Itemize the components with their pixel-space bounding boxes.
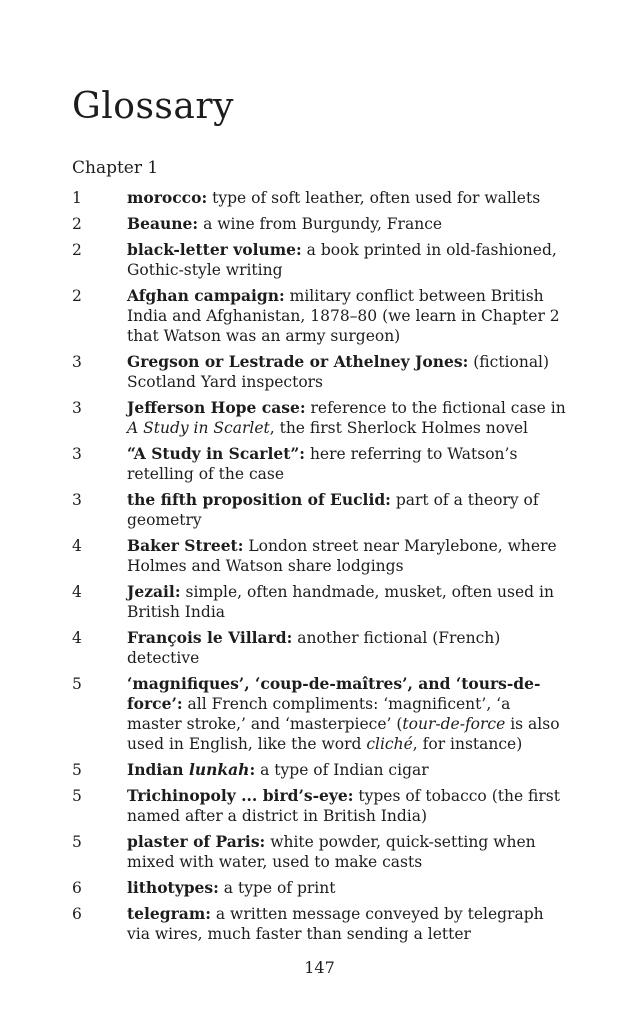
entry-term [127,352,468,371]
text: François le Villard: [127,628,293,647]
italic-text: cliché [366,735,413,753]
glossary-entry [72,904,569,944]
text: : [249,760,256,779]
glossary-entry [72,786,569,826]
entry-term [127,286,285,305]
glossary-entry [72,490,569,530]
text: the fifth proposition of Euclid: [127,490,391,509]
entry-page-ref: 4 [72,629,82,647]
glossary-entry [72,444,569,484]
glossary-entry [72,398,569,438]
text: , for instance) [412,735,523,753]
entry-term [127,398,306,417]
entry-page-ref: 5 [72,675,82,693]
entry-page-ref: 3 [72,399,82,417]
glossary-entry [72,760,569,780]
text: military conflict between British India and Afghanistan, 1878–80 (we learn in Chapter 2 that Watson was an army surgeon) [127,287,560,345]
entry-text [127,444,569,484]
entry-text [127,904,569,944]
entry-page-ref: 1 [72,189,82,207]
entry-text [127,878,569,898]
chapter-heading: Chapter 1 [72,158,159,178]
entry-page-ref: 4 [72,583,82,601]
glossary-entry [72,674,569,754]
entry-term [127,240,302,259]
glossary-entry [72,536,569,576]
text: Baker Street: [127,536,244,555]
entry-term [127,582,181,601]
italic-text: A Study in Scarlet [127,419,270,437]
text: white powder, quick-setting when mixed with water, used to make casts [127,833,536,871]
text: part of a theory of geometry [127,491,539,529]
entry-text [127,214,569,234]
text: Gregson or Lestrade or Athelney Jones: [127,352,469,371]
text: Jefferson Hope case: [127,398,306,417]
glossary-entry [72,878,569,898]
text: , the first Sherlock Holmes novel [269,419,528,437]
glossary-entry [72,628,569,668]
text: a written message conveyed by telegraph via wires, much faster than sending a letter [127,905,544,943]
text: black-letter volume: [127,240,302,259]
text: plaster of Paris: [127,832,266,851]
entry-text [127,286,569,346]
entry-text [127,536,569,576]
entry-text [127,760,569,780]
text: here referring to Watson’s retelling of the case [127,445,518,483]
glossary-entry [72,188,569,208]
text: types of tobacco (the first named after a district in British India) [127,787,560,825]
entry-page-ref: 5 [72,833,82,851]
entry-term [127,760,255,779]
glossary-entry [72,286,569,346]
text: (fictional) Scotland Yard inspectors [127,353,550,391]
text: ‘magnifiques’, ‘coup-de-maîtres’, and ‘tours-de-force’: [127,674,541,713]
entry-term [127,536,243,555]
glossary-entries [72,188,569,944]
entry-page-ref: 3 [72,491,82,509]
entry-page-ref: 2 [72,241,82,259]
glossary-entry [72,214,569,234]
entry-term [127,188,207,207]
entry-text [127,628,569,668]
entry-term [127,628,292,647]
text: reference to the fictional case in [310,399,566,417]
entry-text [127,352,569,392]
entry-page-ref: 5 [72,761,82,779]
text: all French compliments: ‘magnificent’, ‘a master stroke,’ and ‘masterpiece’ ( [127,695,511,733]
page-number: 147 [304,958,335,977]
entry-text [127,240,569,280]
entry-text [127,832,569,872]
text: simple, often handmade, musket, often used in British India [127,583,554,621]
text: a book printed in old-fashioned, Gothic-style writing [127,241,557,279]
entry-text [127,582,569,622]
entry-term [127,904,211,923]
text: is also used in English, like the word [127,715,560,753]
glossary-entry [72,582,569,622]
entry-term [127,786,353,805]
entry-text [127,786,569,826]
text: Beaune: [127,214,199,233]
page-title: Glossary [72,86,234,127]
text: Afghan campaign: [127,286,285,305]
text: telegram: [127,904,211,923]
text: “A Study in Scarlet”: [127,444,306,463]
glossary-entry [72,240,569,280]
text: Trichinopoly ... bird’s-eye: [127,786,354,805]
entry-page-ref: 4 [72,537,82,555]
glossary-entry [72,832,569,872]
entry-term [127,878,219,897]
entry-term [127,444,305,463]
text: Jezail: [127,582,181,601]
text: morocco: [127,188,208,207]
text: lithotypes: [127,878,219,897]
text: a type of print [223,879,336,897]
entry-page-ref: 6 [72,879,82,897]
italic-text: tour-de-force [402,715,506,733]
entry-page-ref: 3 [72,445,82,463]
entry-text [127,398,569,438]
entry-term [127,832,265,851]
entry-term [127,490,391,509]
text: Indian [127,760,189,779]
entry-text [127,674,569,754]
entry-page-ref: 6 [72,905,82,923]
text: London street near Marylebone, where Holmes and Watson share lodgings [127,537,557,575]
italic-text: lunkah [188,760,250,779]
entry-page-ref: 5 [72,787,82,805]
entry-text [127,490,569,530]
glossary-entry [72,352,569,392]
entry-page-ref: 2 [72,287,82,305]
text: a type of Indian cigar [260,761,429,779]
text: another fictional (French) detective [127,629,501,667]
entry-page-ref: 2 [72,215,82,233]
text: a wine from Burgundy, France [203,215,443,233]
entry-term [127,214,198,233]
entry-text [127,188,569,208]
entry-page-ref: 3 [72,353,82,371]
text: type of soft leather, often used for wallets [212,189,541,207]
